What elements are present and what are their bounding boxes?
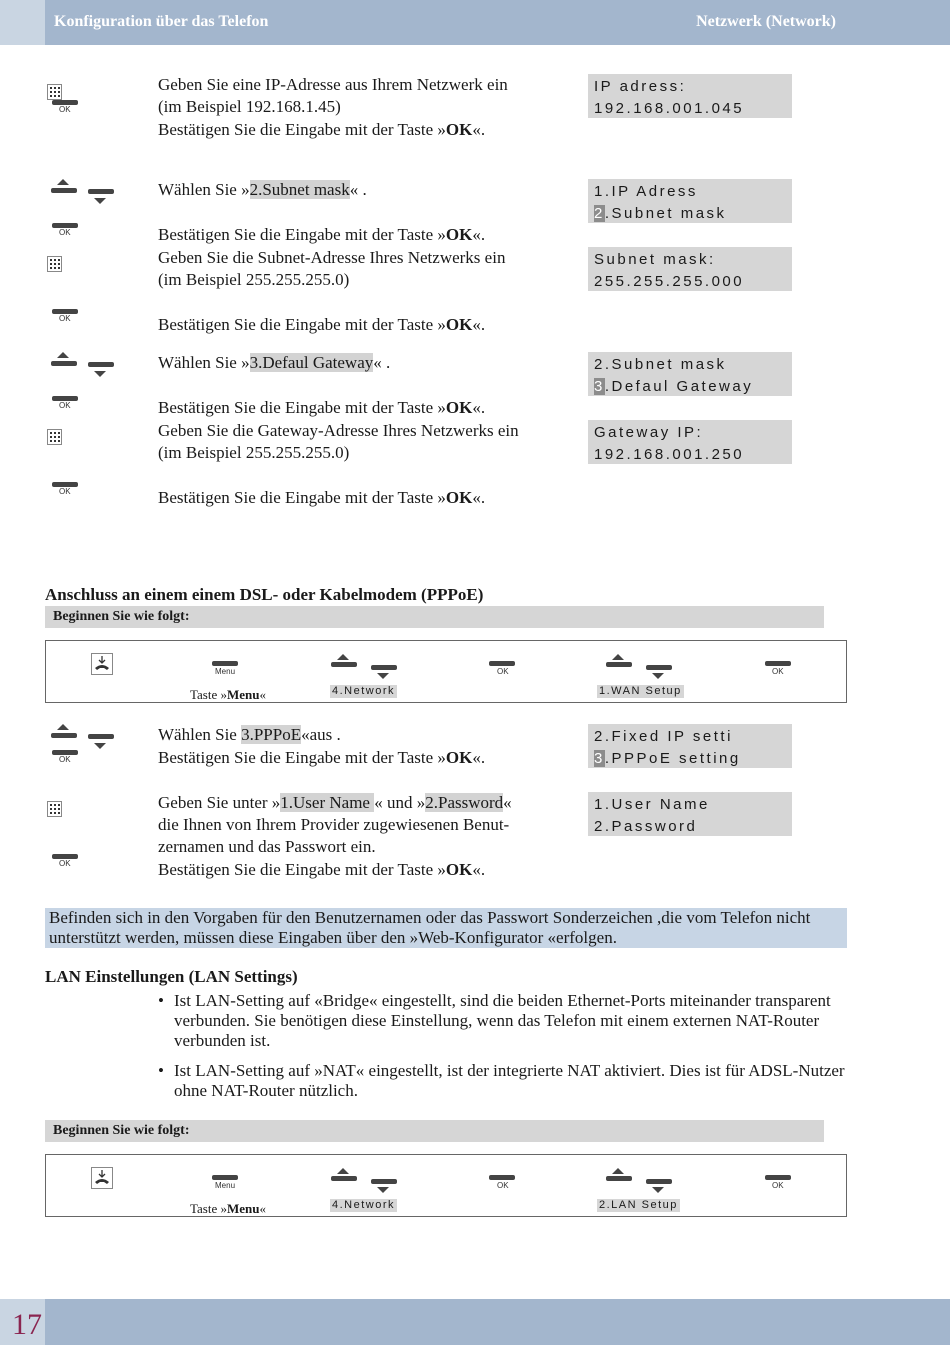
arrow-up-icon [57, 179, 69, 185]
hook-glyph [92, 1168, 112, 1188]
keypad-icon [47, 429, 62, 445]
bullet-line: verbunden. Sie benötigen diese Einstellung, wenn das Telefon mit einem externen NAT-Router [174, 1011, 820, 1030]
ip-confirm [158, 119, 485, 141]
ok-key-label: OK [497, 667, 509, 676]
keypad-icon [47, 801, 62, 817]
confirm-end: «. [472, 860, 486, 879]
select-end: «aus . [301, 725, 341, 744]
subnet-instruction-1: Geben Sie die Subnet-Adresse Ihres Netzwerks ein [158, 248, 506, 267]
up-key-icon [51, 733, 77, 738]
keypad-icon [47, 256, 62, 272]
arrow-down-icon [377, 1187, 389, 1193]
lcd-cursor: 3 [594, 750, 605, 767]
menu-item-highlight: 3.Defaul Gateway [249, 353, 374, 372]
select-end: « . [349, 180, 367, 199]
bullet-line: Ist LAN-Setting auf »NAT« eingestellt, ist der integrierte NAT aktiviert. Dies ist für ADSL-Nutzer [174, 1061, 845, 1080]
gateway-confirm-2 [158, 487, 485, 509]
subnet-confirm [158, 224, 485, 246]
arrow-up-icon [337, 1168, 349, 1174]
lcd-line: .Subnet mask [604, 205, 727, 222]
menu-key-icon [212, 1175, 238, 1180]
pppoe-key-sequence [45, 640, 847, 703]
menu-item-highlight: 1.User Name [280, 793, 375, 812]
caption-end: « [259, 687, 266, 702]
gateway-select [158, 352, 390, 374]
ip-instruction-2: (im Beispiel 192.168.1.45) [158, 97, 341, 116]
caption-end: « [259, 1201, 266, 1216]
confirm-text: Bestätigen Sie die Eingabe mit der Taste » [158, 398, 446, 417]
subnet-instruction-2: (im Beispiel 255.255.255.0) [158, 270, 350, 289]
lcd-subnet-value [588, 247, 792, 291]
hook-glyph [92, 654, 112, 674]
down-key-icon [88, 189, 114, 194]
lcd-line: 255.255.255.000 [594, 273, 745, 290]
hook-icon [91, 1167, 113, 1189]
lcd-gateway-value [588, 420, 792, 464]
ok-key-icon [765, 661, 791, 666]
arrow-up-icon [57, 724, 69, 730]
arrow-up-icon [337, 654, 349, 660]
confirm-text: Bestätigen Sie die Eingabe mit der Taste » [158, 315, 446, 334]
ok-key-label: OK [772, 667, 784, 676]
lcd-cursor: 3 [594, 378, 605, 395]
menu-word: Menu [227, 687, 260, 702]
user-text: « und » [374, 793, 426, 812]
ok-key-icon [765, 1175, 791, 1180]
select-text: Wählen Sie [158, 725, 242, 744]
up-key-icon [606, 662, 632, 667]
user-confirm [158, 859, 485, 881]
menu-item-highlight: 2.Password [425, 793, 504, 812]
page-footer [0, 1299, 950, 1345]
ok-word: OK [445, 120, 473, 139]
ok-key-label: OK [59, 228, 71, 237]
ok-key-label: OK [59, 487, 71, 496]
menu-word: Menu [227, 1201, 260, 1216]
confirm-end: «. [472, 748, 486, 767]
lan-heading: LAN Einstellungen (LAN Settings) [45, 967, 298, 986]
up-key-icon [51, 188, 77, 193]
user-instruction-1 [158, 792, 512, 814]
keypad-icon [47, 84, 62, 100]
confirm-end: «. [472, 225, 486, 244]
user-instruction-2: die Ihnen von Ihrem Provider zugewiesenen Benut- [158, 815, 510, 834]
down-key-icon [646, 1179, 672, 1184]
ok-word: OK [445, 398, 473, 417]
caption-text: Taste » [190, 1201, 227, 1216]
arrow-down-icon [94, 743, 106, 749]
lan-key-sequence [45, 1154, 847, 1217]
note-line: Befinden sich in den Vorgaben für den Benutzernamen oder das Passwort Sonderzeichen ,die vom Telefon nicht [49, 908, 811, 927]
menu-caption [190, 1201, 266, 1217]
arrow-down-icon [377, 673, 389, 679]
lcd-gateway-menu [588, 352, 792, 396]
subnet-select [158, 179, 367, 201]
ok-key-label: OK [772, 1181, 784, 1190]
ok-word: OK [445, 860, 473, 879]
lcd-line: 192.168.001.045 [594, 100, 745, 117]
lcd-line: 1.IP Adress [594, 183, 698, 200]
ok-word: OK [445, 315, 473, 334]
lcd-subnet-menu [588, 179, 792, 223]
confirm-text: Bestätigen Sie die Eingabe mit der Taste » [158, 860, 446, 879]
hook-icon [91, 653, 113, 675]
lcd-network: 4.Network [332, 1199, 396, 1211]
ok-key-label: OK [59, 755, 71, 764]
ok-key-label: OK [59, 314, 71, 323]
confirm-text: Bestätigen Sie die Eingabe mit der Taste » [158, 120, 446, 139]
user-text: Geben Sie unter » [158, 793, 281, 812]
lcd-line: .PPPoE setting [604, 750, 741, 767]
confirm-text: Bestätigen Sie die Eingabe mit der Taste » [158, 488, 446, 507]
menu-key-label: Menu [215, 1181, 236, 1190]
lcd-cursor: 2 [594, 205, 605, 222]
confirm-text: Bestätigen Sie die Eingabe mit der Taste » [158, 748, 446, 767]
bullet-dot: • [158, 1061, 164, 1080]
lcd-line: Subnet mask: [594, 251, 716, 268]
lcd-lan-setup: 2.LAN Setup [599, 1199, 678, 1211]
ok-key-icon [489, 661, 515, 666]
arrow-up-icon [57, 352, 69, 358]
select-text: Wählen Sie » [158, 180, 250, 199]
lcd-line: Gateway IP: [594, 424, 704, 441]
lcd-line: IP adress: [594, 78, 687, 95]
gateway-instruction-2: (im Beispiel 255.255.255.0) [158, 443, 350, 462]
caption-text: Taste » [190, 687, 227, 702]
lcd-wan-setup: 1.WAN Setup [599, 685, 682, 697]
lan-begin-bar: Beginnen Sie wie folgt: [45, 1120, 824, 1142]
ip-instruction-1: Geben Sie eine IP-Adresse aus Ihrem Netzwerk ein [158, 75, 508, 94]
ok-key-label: OK [59, 401, 71, 410]
ok-word: OK [445, 488, 473, 507]
up-key-icon [51, 361, 77, 366]
ok-key-label: OK [59, 105, 71, 114]
lcd-line: 1.User Name [594, 796, 710, 813]
lcd-line: 2.Subnet mask [594, 356, 727, 373]
menu-item-highlight: 2.Subnet mask [249, 180, 350, 199]
down-key-icon [88, 362, 114, 367]
up-key-icon [606, 1176, 632, 1181]
ok-key-label: OK [497, 1181, 509, 1190]
arrow-down-icon [652, 673, 664, 679]
down-key-icon [371, 1179, 397, 1184]
gateway-confirm [158, 397, 485, 419]
menu-key-label: Menu [215, 667, 236, 676]
down-key-icon [88, 734, 114, 739]
lcd-ip-adress [588, 74, 792, 118]
lcd-user-menu [588, 792, 792, 836]
header-tab [0, 0, 45, 45]
arrow-up-icon [612, 654, 624, 660]
lcd-network: 4.Network [332, 685, 396, 697]
arrow-up-icon [612, 1168, 624, 1174]
lcd-line: .Defaul Gateway [604, 378, 754, 395]
pppoe-confirm [158, 747, 485, 769]
lcd-pppoe-menu [588, 724, 792, 768]
header-title: Konfiguration über das Telefon [54, 13, 269, 30]
select-text: Wählen Sie » [158, 353, 250, 372]
menu-key-icon [212, 661, 238, 666]
bullet-line: verbunden ist. [174, 1031, 271, 1050]
note-box [45, 908, 847, 948]
pppoe-begin-bar: Beginnen Sie wie folgt: [45, 606, 824, 628]
up-key-icon [331, 662, 357, 667]
down-key-icon [646, 665, 672, 670]
lcd-line: 2.Password [594, 818, 698, 835]
confirm-end: «. [472, 488, 486, 507]
pppoe-select [158, 724, 341, 746]
ok-key-icon [489, 1175, 515, 1180]
arrow-down-icon [94, 198, 106, 204]
down-key-icon [371, 665, 397, 670]
user-text: « [503, 793, 512, 812]
menu-item-highlight: 3.PPPoE [241, 725, 302, 744]
lan-bullet-nat [174, 1061, 854, 1101]
lcd-line: 192.168.001.250 [594, 446, 745, 463]
arrow-down-icon [94, 371, 106, 377]
subnet-confirm-2 [158, 314, 485, 336]
ok-key-label: OK [59, 859, 71, 868]
menu-caption [190, 687, 266, 703]
bullet-line: Ist LAN-Setting auf «Bridge« eingestellt, sind die beiden Ethernet-Ports miteinander transparent [174, 991, 831, 1010]
confirm-end: «. [472, 398, 486, 417]
up-key-icon [331, 1176, 357, 1181]
user-instruction-3: zernamen und das Passwort ein. [158, 837, 376, 856]
bullet-dot: • [158, 991, 164, 1010]
select-end: « . [373, 353, 391, 372]
note-line: unterstützt werden, müssen diese Eingaben über den »Web-Konfigurator «erfolgen. [49, 928, 617, 947]
lan-bullet-bridge [174, 991, 854, 1051]
header-section: Netzwerk (Network) [696, 13, 836, 30]
bullet-line: ohne NAT-Router nützlich. [174, 1081, 358, 1100]
ok-word: OK [445, 748, 473, 767]
confirm-end: «. [472, 315, 486, 334]
arrow-down-icon [652, 1187, 664, 1193]
page-number: 17 [12, 1308, 42, 1341]
gateway-instruction-1: Geben Sie die Gateway-Adresse Ihres Netzwerks ein [158, 421, 519, 440]
confirm-end: «. [472, 120, 486, 139]
lcd-line: 2.Fixed IP setti [594, 728, 733, 745]
confirm-text: Bestätigen Sie die Eingabe mit der Taste » [158, 225, 446, 244]
pppoe-heading: Anschluss an einem einem DSL- oder Kabelmodem (PPPoE) [45, 585, 484, 604]
ok-word: OK [445, 225, 473, 244]
